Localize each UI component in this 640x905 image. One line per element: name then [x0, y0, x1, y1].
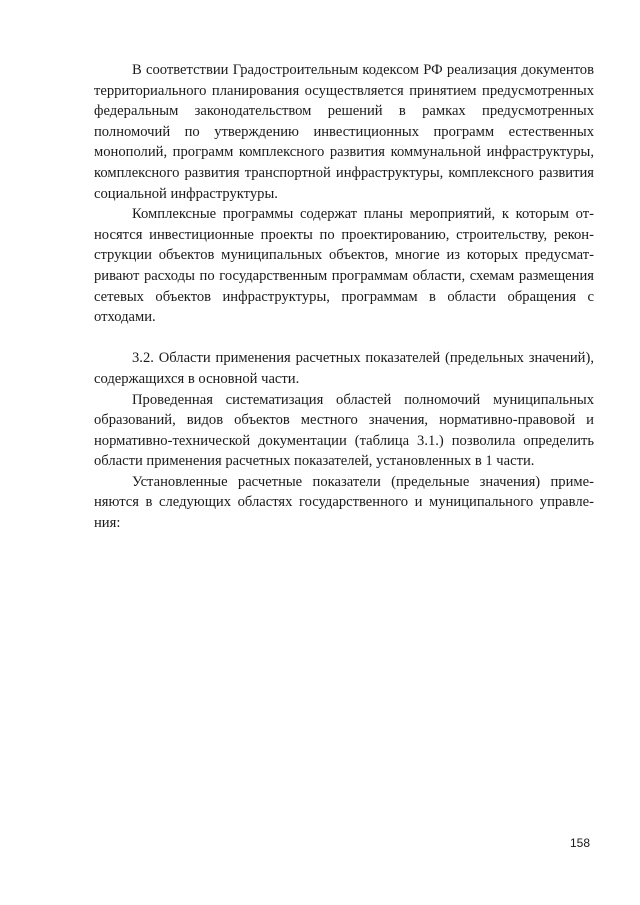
page-number: 158: [570, 836, 591, 850]
paragraph-application-areas: Установленные расчетные показатели (предельные значения) применяются в следующих областях государственного и муниципального управления:: [94, 473, 594, 532]
paragraph-systematization: Проведенная систематизация областей полномочий муниципальных образований, видов объектов местного значения, нормативно-правовой и нормативно-технической документации (таблица 3.1.) позволила определить области применения расчетных показателей, установленных в 1 части.: [94, 391, 594, 470]
paragraph-urban-code: В соответствии Градостроительным кодексом РФ реализация документов территориального планирования осуществляется принятием предусмотренных федеральным законодательством решений в рамках предусмотренных полномочий по утверждению инвестиционных программ естественных монополий, программ комплексного развития коммунальной инфраструктуры, комплексного развития транспортной инфраструктуры, комплексного развития социальной инфраструктуры.: [94, 62, 594, 202]
section-heading-3-2: 3.2. Области применения расчетных показателей (предельных значений), содержащихся в основной части.: [94, 350, 594, 387]
body-text: [94, 60, 594, 534]
paragraph-complex-programs: Комплексные программы содержат планы мероприятий, к которым относятся инвестиционные проекты по проектированию, строительству, реконструкции объектов муниципальных объектов, многие из которых предусматривают расходы по государственным программам области, схемам размещения сетевых объектов инфраструктуры, программам в области обращения с отходами.: [94, 206, 594, 326]
